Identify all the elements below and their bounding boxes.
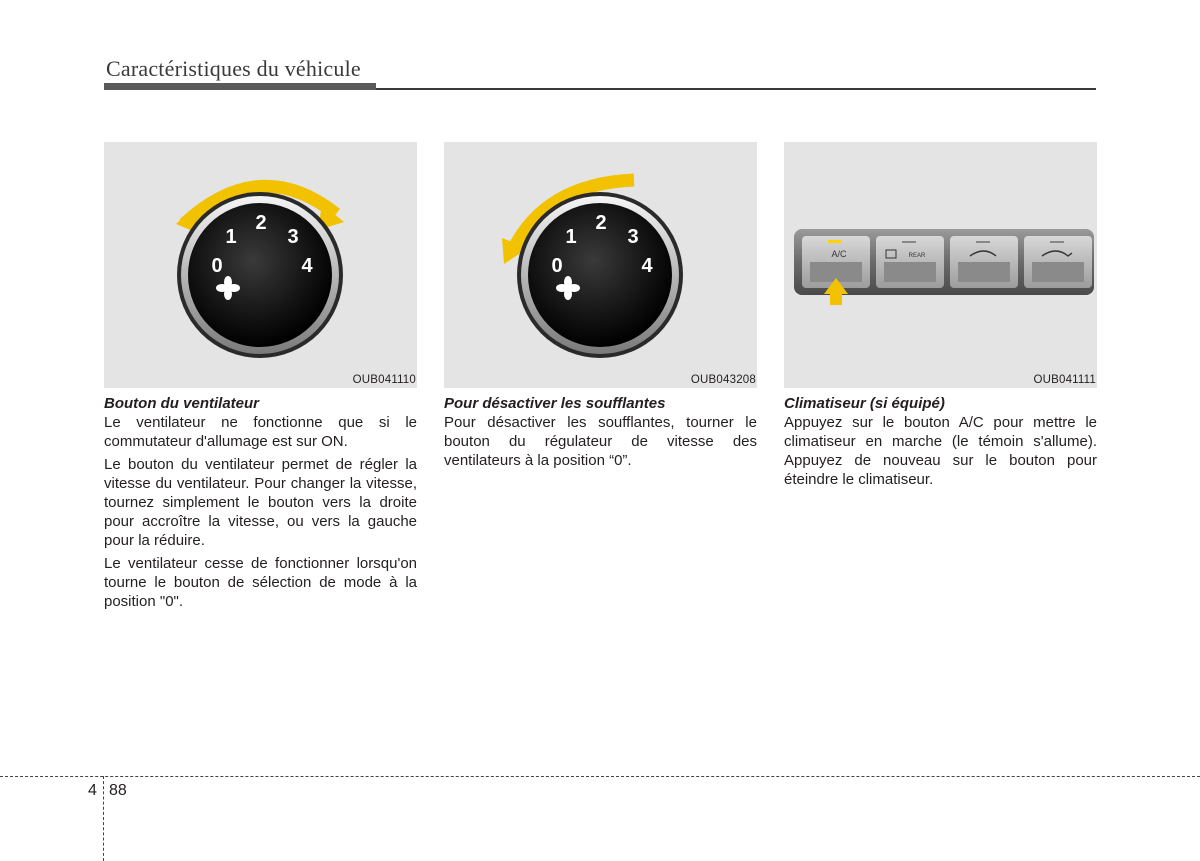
footer-rule — [0, 776, 1200, 777]
figure-code: OUB041110 — [352, 374, 416, 386]
knob-label-4: 4 — [641, 255, 653, 277]
caption: Bouton du ventilateur — [104, 395, 259, 412]
figure-code: OUB043208 — [690, 374, 756, 386]
caption: Pour désactiver les soufflantes — [444, 395, 666, 412]
page-header-title: Caractéristiques du véhicule — [106, 56, 361, 81]
paragraph: Le ventilateur ne fonctionne que si le commutateur d'allumage est sur ON. — [104, 414, 417, 450]
knob-label-1: 1 — [565, 226, 577, 248]
blower-off-illustration — [444, 142, 757, 388]
chapter-number: 4 — [88, 782, 97, 799]
footer-vertical-rule — [103, 776, 104, 861]
page-number: 88 — [109, 782, 127, 799]
fan-knob-illustration — [104, 142, 417, 388]
figure-fan-knob — [104, 142, 417, 388]
figure-ac-panel — [784, 142, 1097, 388]
caption: Climatiseur (si équipé) — [784, 395, 945, 412]
ac-panel-illustration — [784, 142, 1097, 388]
knob-label-3: 3 — [627, 226, 639, 248]
knob-label-0: 0 — [551, 255, 563, 277]
knob-label-1: 1 — [225, 226, 237, 248]
column-fan-knob — [104, 142, 417, 615]
knob-label-2: 2 — [595, 212, 607, 234]
column-air-conditioner — [784, 142, 1097, 493]
knob-label-3: 3 — [287, 226, 299, 248]
paragraph: Le bouton du ventilateur permet de régler la vitesse du ventilateur. Pour changer la vitesse, tournez simplement le bouton vers la droite pour accroître la vitesse, ou vers la gauche pour la réduire. — [104, 456, 417, 549]
header-rule-thin — [376, 88, 1096, 90]
figure-code: OUB041111 — [1033, 374, 1096, 386]
paragraph: Appuyez sur le bouton A/C pour mettre le climatiseur en marche (le témoin s'allume). Appuyez de nouveau sur le bouton pour éteindre le climatiseur. — [784, 414, 1097, 488]
ac-label: A/C — [831, 249, 847, 259]
fresh-air-button[interactable] — [1024, 236, 1092, 288]
rear-label: REAR — [908, 253, 926, 259]
rear-defrost-button[interactable] — [876, 236, 944, 288]
figure-blower-off — [444, 142, 757, 388]
knob-label-0: 0 — [211, 255, 223, 277]
knob-label-4: 4 — [301, 255, 313, 277]
header-rule-thick — [104, 83, 376, 90]
paragraph: Pour désactiver les soufflantes, tourner le bouton du régulateur de vitesse des ventilateurs à la position “0”. — [444, 414, 757, 469]
recirculation-button[interactable] — [950, 236, 1018, 288]
paragraph: Le ventilateur cesse de fonctionner lorsqu'on tourne le bouton de sélection de mode à la position "0". — [104, 555, 417, 610]
knob-label-2: 2 — [255, 212, 267, 234]
column-blower-off — [444, 142, 757, 474]
